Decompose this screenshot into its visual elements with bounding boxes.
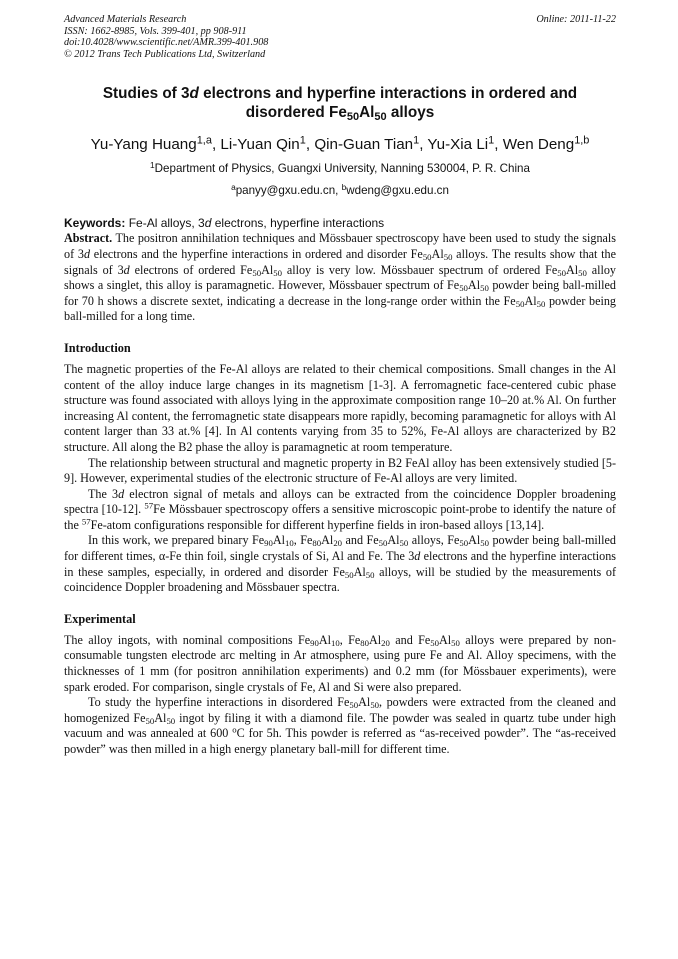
email-addresses: $^a$panyy@gxu.edu.cn, $^b$wdeng@gxu.edu.cn xyxy=(231,182,449,198)
journal-info xyxy=(64,14,268,60)
section-heading-experimental: Experimental xyxy=(64,611,136,626)
paragraph: The 3d electron signal of metals and alloys can be extracted from the coincidence Doppler broadening spectra [10-12]. $^{57}$Fe Mössbauer spectroscopy offers a sensitive microscopic point-probe to identify the nature of the $^{57}$Fe-atom configurations responsible for different hyperfine fields in iron-based alloys [13,14]. xyxy=(64,486,616,532)
title-line-2: disordered $Fe_{50}Al_{50}$ alloys xyxy=(245,104,435,124)
keywords: Keywords: Fe-Al alloys, 3d electrons, hyperfine interactions xyxy=(64,216,385,231)
paragraph: The alloy ingots, with nominal compositions $Fe_{90}Al_{10}$, $Fe_{80}Al_{20}$ and $Fe_{50}Al_{50}$ alloys were prepared by non-consumable tungsten electrode arc melting in Ar atmosphere, using pure Fe and Al. Alloy specimens, with the thicknesses of 1 mm (for positron annihilation experiments) and 0.2 mm (for Mössbauer experiments), were spark eroded. For comparison, single crystals of Fe, Al and Si were also prepared. xyxy=(64,632,616,694)
email-link[interactable]: panyy@gxu.edu.cn xyxy=(235,184,336,198)
paragraph: The relationship between structural and magnetic property in B2 FeAl alloy has been extensively studied [5-9]. However, experimental studies of the electronic structure of Fe-Al alloys are very limited. xyxy=(64,455,616,486)
doi: doi:10.4028/www.scientific.net/AMR.399-401.908 xyxy=(64,37,269,49)
abstract-label: Abstract. xyxy=(64,231,113,246)
paragraph: The magnetic properties of the Fe-Al alloys are related to their chemical compositions. Small changes in the Al content of the alloy induce large changes in its magnetism [1-3]. A ferromagnetic face-centered cubic phase structure was found associated with alloys lying in the approximate composition range 10–20 at.% Al. On further increasing Al content, the ferromagnetic state disappears more rapidly, becoming paramagnetic for alloys with Al content larger than 33 at.% [4]. In Al contents varying from 35 to 52%, Fe-Al alloys are characterized by B2 structure. All along the B2 phase the alloy is paramagnetic at room temperature. xyxy=(64,361,616,454)
online-date: Online: 2011-11-22 xyxy=(536,14,616,25)
paragraph: To study the hyperfine interactions in disordered $Fe_{50}Al_{50}$, powders were extracted from the cleaned and homogenized $Fe_{50}Al_{50}$ ingot by filing it with a diamond file. The powder was sealed in quartz tube under high vacuum and was annealed at 600 $^o$C for 5h. This powder is referred as “as-received powder”. The “as-received powder” was then milled in a high energy planetary ball-mill for different time. xyxy=(64,695,616,756)
copyright: © 2012 Trans Tech Publications Ltd, Switzerland xyxy=(64,48,266,60)
abstract xyxy=(64,231,616,325)
author-list xyxy=(64,136,616,154)
journal-header xyxy=(64,14,616,60)
affiliation: $^1$Department of Physics, Guangxi University, Nanning 530004, P. R. China xyxy=(150,160,530,176)
title-line-1: Studies of 3d electrons and hyperfine interactions in ordered and xyxy=(102,85,578,103)
section-heading-introduction: Introduction xyxy=(64,340,131,355)
abstract-text: The positron annihilation techniques and Mössbauer spectroscopy have been used to study the signals of 3d electrons and the hyperfine interactions in ordered and disorder $Fe_{50}Al_{50}$ alloys. The results show that the signals of 3d electrons of ordered $Fe_{50}Al_{50}$ alloy is very low. Mössbauer spectrum of ordered $Fe_{50}Al_{50}$ alloy shows a singlet, this alloy is paramagnetic. However, Mössbauer spectrum of $Fe_{50}Al_{50}$ powder being ball-milled for 70 h shows a discrete sextet, indicating a decrease in the long-range order within the $Fe_{50}Al_{50}$ powder being ball-milled for a long time. xyxy=(64,231,617,324)
paper-page xyxy=(64,14,616,758)
paper-title xyxy=(64,84,616,122)
paragraph: In this work, we prepared binary $Fe_{90}Al_{10}$, $Fe_{80}Al_{20}$ and $Fe_{50}Al_{50}$ alloys, $Fe_{50}Al_{50}$ powder being ball-milled for different times, α-Fe thin foil, single crystals of Si, Al and Fe. The 3d electrons and the hyperfine interactions in these samples, especially, in ordered and disorder $Fe_{50}Al_{50}$ alloys, will be studied by the measurements of coincidence Doppler broadening and Mössbauer spectra. xyxy=(64,533,617,595)
author: Qin-Guan Tian$^1$, xyxy=(314,134,428,154)
author: Li-Yuan Qin$^1$, xyxy=(220,134,315,154)
author: Wen Deng$^{1,b}$ xyxy=(502,134,590,154)
author: Yu-Yang Huang$^{1,a}$, xyxy=(90,134,221,154)
journal-name: Advanced Materials Research xyxy=(64,14,187,25)
email-link[interactable]: wdeng@gxu.edu.cn xyxy=(346,184,449,198)
issn: ISSN: 1662-8985, Vols. 399-401, pp 908-911 xyxy=(64,25,247,37)
keywords-label: Keywords: xyxy=(64,216,126,231)
author: Yu-Xia Li$^1$, xyxy=(427,134,503,154)
